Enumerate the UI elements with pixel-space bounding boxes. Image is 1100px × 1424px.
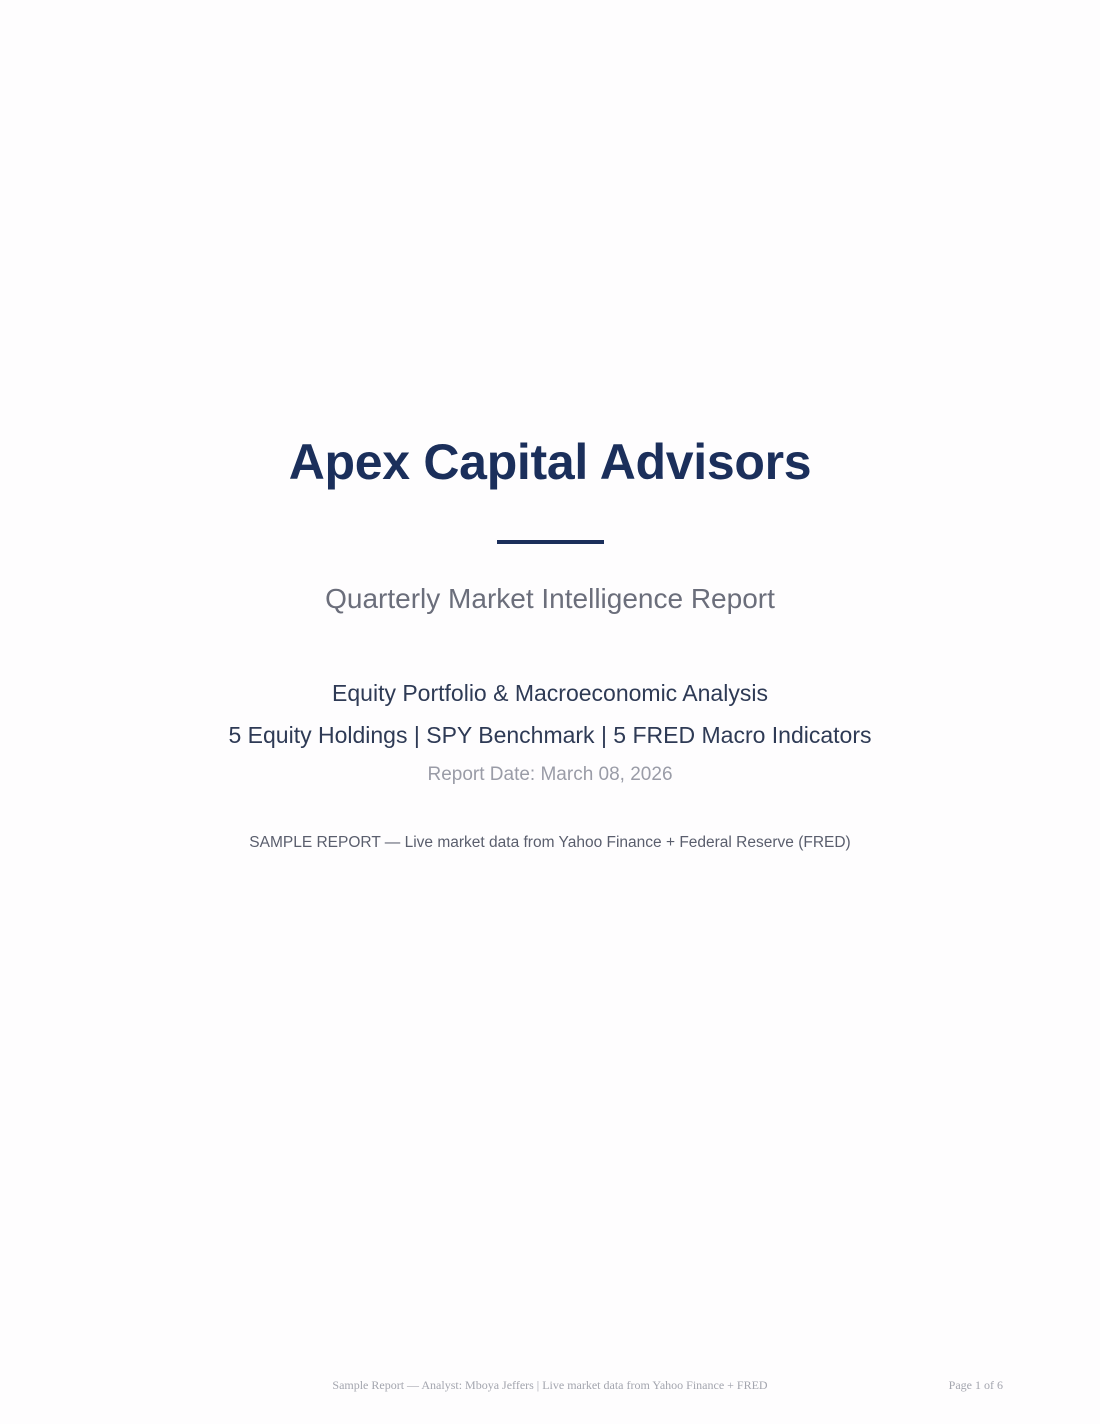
footer-text: Sample Report — Analyst: Mboya Jeffers | Live market data from Yahoo Finance + FRED [332, 1378, 768, 1392]
report-subtitle: Quarterly Market Intelligence Report [325, 583, 775, 614]
report-title: Apex Capital Advisors [288, 434, 812, 490]
sample-notice: SAMPLE REPORT — Live market data from Yahoo Finance + Federal Reserve (FRED) [249, 834, 851, 851]
page-number: Page 1 of 6 [948, 1378, 1003, 1392]
title-divider [497, 540, 604, 544]
report-description: Equity Portfolio & Macroeconomic Analysis [332, 680, 768, 706]
report-date: Report Date: March 08, 2026 [427, 764, 673, 785]
report-scope: 5 Equity Holdings | SPY Benchmark | 5 FRED Macro Indicators [228, 722, 872, 748]
